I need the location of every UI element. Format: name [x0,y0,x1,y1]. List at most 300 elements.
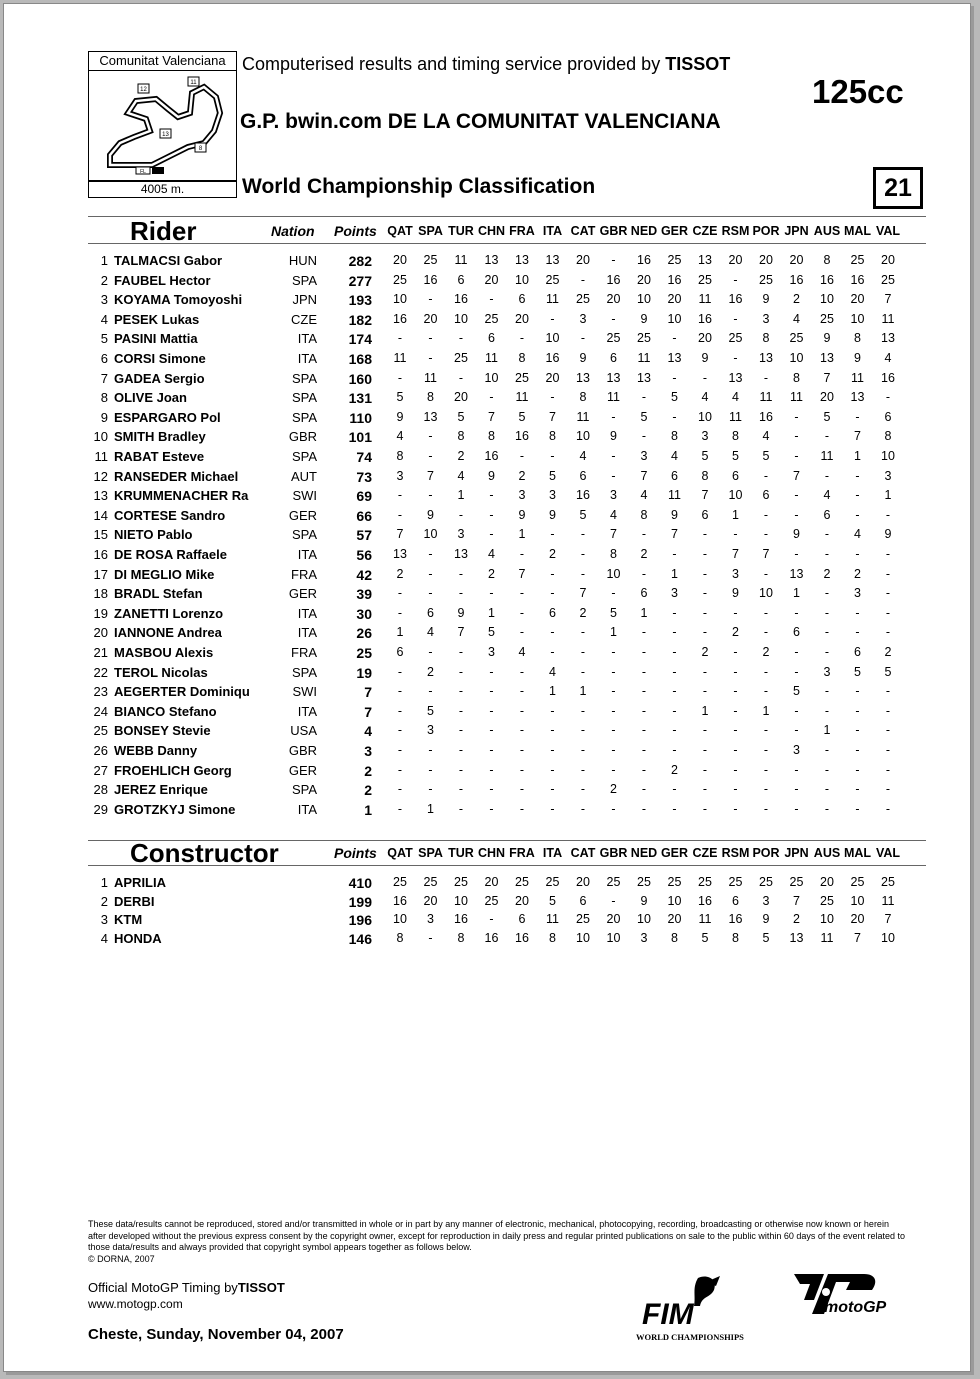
race-result-por: 5 [762,931,770,946]
race-result-qat: - [397,331,403,346]
rider-row [4,782,970,802]
race-result-cze: 4 [701,390,709,405]
race-result-mal: 4 [854,527,861,542]
race-result-chn: - [489,292,494,307]
race-result-ita: 11 [546,912,559,927]
race-result-tur: - [458,566,464,581]
race-result-val: 7 [884,292,892,307]
race-result-rsm: - [733,723,738,738]
race-result-chn: 7 [488,409,495,424]
rider-name: TALMACSI Gabor [114,253,223,268]
race-result-mal: 7 [854,931,861,946]
race-result-cat: 10 [576,429,590,444]
race-header-fra: FRA [509,224,535,238]
race-result-aus: 11 [820,449,834,463]
race-result-rsm: - [733,351,738,365]
race-result-fra: - [519,723,525,738]
race-result-fra: - [519,605,525,620]
race-result-qat: - [397,743,403,757]
rider-name: GROTZKYJ Simone [114,801,236,817]
race-header-chn: CHN [477,846,506,860]
position: 21 [93,645,108,660]
race-result-jpn: 6 [793,625,800,640]
race-result-ger: - [672,645,677,659]
race-result-tur: 8 [457,931,465,946]
race-result-mal: 10 [850,893,865,908]
round-number: 21 [873,167,923,209]
race-result-gbr: 4 [610,507,617,522]
gp-title: G.P. bwin.com DE LA COMUNITAT VALENCIANA [240,110,721,133]
race-result-spa: 20 [423,311,438,326]
nation-header: Nation [271,223,315,239]
total-points: 2 [364,762,372,779]
race-result-qat: 9 [396,409,404,424]
race-result-ned: 2 [640,547,648,561]
race-result-tur: 9 [457,605,465,620]
race-result-val: 4 [884,351,892,365]
rider-row [4,469,970,489]
total-points: 2 [364,782,372,799]
race-result-cat: - [580,664,586,679]
race-result-cze: 25 [698,272,712,287]
race-result-chn: 20 [484,875,499,889]
race-result-cze: 16 [698,311,712,326]
race-result-rsm: 6 [732,468,739,483]
race-result-mal: 5 [854,664,861,679]
rider-row [4,253,970,273]
position: 19 [93,605,108,621]
race-result-chn: - [489,912,494,927]
race-result-gbr: 3 [610,488,617,503]
race-result-ger: 2 [671,762,678,777]
race-result-gbr: - [611,743,616,757]
total-points: 277 [348,272,372,289]
race-result-cat: - [580,645,586,659]
race-result-rsm: - [733,743,738,757]
race-result-val: - [885,586,891,601]
race-result-cat: - [580,743,586,757]
circuit-name: Comunitat Valenciana [89,52,236,71]
fim-tagline: WORLD CHAMPIONSHIPS [636,1332,744,1342]
points-header: Points [334,223,377,239]
race-result-ita: - [550,782,555,797]
race-result-jpn: - [794,605,799,620]
race-result-chn: 16 [484,931,499,946]
race-result-spa: 3 [427,912,434,927]
rider-row [4,802,970,822]
divider [88,865,926,866]
total-points: 168 [348,351,372,367]
race-result-qat: 8 [396,931,404,946]
position: 12 [93,468,108,484]
position: 10 [93,429,108,445]
race-result-spa: - [428,351,433,365]
nation: SWI [292,684,317,700]
race-result-fra: - [519,449,525,463]
race-result-cat: 11 [576,409,590,424]
total-points: 19 [356,664,372,681]
race-result-rsm: - [733,703,738,718]
race-result-aus: 10 [820,292,834,307]
race-result-rsm: 25 [728,875,743,889]
race-result-ger: 8 [671,429,678,444]
position: 3 [100,912,108,928]
position: 16 [93,547,108,562]
race-result-rsm: - [733,684,738,699]
race-result-spa: - [428,566,433,581]
nation: SPA [291,370,317,386]
race-result-aus: 10 [820,912,834,927]
race-result-ita: - [550,527,555,542]
rider-name: BIANCO Stefano [114,703,217,719]
race-result-tur: 25 [454,351,468,365]
race-result-qat: 5 [396,390,404,405]
race-result-chn: 11 [485,351,498,365]
race-result-por: 25 [759,875,773,889]
race-header-ned: NED [630,846,658,860]
race-result-por: - [763,566,769,581]
race-result-ger: 6 [671,468,678,483]
rider-name: BRADL Stefan [114,586,203,602]
race-result-spa: - [428,645,433,659]
rider-row [4,508,970,528]
race-result-qat: 16 [393,893,407,908]
race-result-qat: - [397,801,403,816]
race-result-aus: - [824,762,830,777]
race-result-ita: 25 [545,272,560,287]
race-result-aus: 3 [823,664,831,679]
rider-name: AEGERTER Dominiqu [114,684,250,700]
race-result-spa: 5 [427,703,434,718]
race-result-qat: - [397,370,403,385]
race-result-jpn: 25 [789,875,804,889]
race-header-tur: TUR [448,224,474,238]
race-result-jpn: 7 [793,468,800,483]
nation: SPA [291,527,317,543]
race-result-ned: - [641,664,647,679]
race-result-spa: 8 [427,390,434,405]
race-result-qat: 11 [393,351,407,365]
nation: JPN [292,292,317,308]
race-result-chn: - [489,762,494,777]
rider-name: FAUBEL Hector [114,272,211,288]
official-timing: Official MotoGP Timing byTISSOT [88,1280,285,1295]
race-result-gbr: - [611,664,616,679]
race-result-aus: 8 [823,253,831,267]
race-result-cze: 5 [701,449,709,463]
race-result-spa: - [428,782,433,797]
race-result-cat: 13 [576,370,590,385]
race-result-por: - [763,743,769,757]
race-result-val: 2 [884,645,892,659]
race-result-fra: - [519,801,525,816]
race-result-qat: 25 [393,875,407,889]
race-result-aus: 20 [820,875,834,889]
rider-row [4,351,970,371]
race-result-cat: - [580,331,586,346]
race-result-val: 8 [884,429,892,444]
race-header-gbr: GBR [599,846,628,860]
race-result-mal: 8 [854,331,861,346]
race-result-jpn: - [794,429,799,444]
rider-row [4,273,970,293]
race-result-por: 4 [762,429,770,444]
constructor-name: DERBI [114,893,155,909]
race-result-por: 7 [762,547,770,561]
race-header-qat: QAT [387,224,413,238]
position: 2 [100,272,108,288]
race-result-gbr: 25 [606,331,621,346]
race-result-fra: 7 [518,566,526,581]
race-header-por: POR [752,224,780,238]
race-result-cat: - [580,703,586,718]
rider-name: RANSEDER Michael [114,468,239,484]
race-result-spa: - [428,292,433,307]
race-result-gbr: - [611,311,616,326]
race-result-chn: - [489,586,494,601]
race-result-gbr: 2 [610,782,617,797]
nation: GBR [288,429,317,445]
race-result-gbr: - [611,723,616,738]
race-result-jpn: 13 [789,931,804,946]
constructor-row [4,912,970,932]
race-result-aus: - [824,801,830,816]
race-result-val: 11 [881,893,895,908]
total-points: 42 [356,566,372,583]
race-result-ger: 8 [671,931,678,946]
race-result-ger: 20 [667,292,682,307]
race-header-mal: MAL [843,846,872,860]
race-result-por: 3 [762,893,770,908]
race-result-cat: 25 [576,292,590,307]
race-result-gbr: - [611,645,616,659]
race-header-ned: NED [630,224,658,238]
race-result-mal: 9 [854,351,861,365]
map-label-12: 12 [140,87,147,93]
race-result-gbr: - [611,801,616,816]
race-result-cze: - [702,566,708,581]
race-result-tur: 3 [457,527,465,542]
race-result-por: - [763,605,769,620]
total-points: 25 [356,645,372,661]
race-result-mal: - [855,723,860,738]
race-result-ger: - [672,547,677,561]
total-points: 174 [348,331,372,348]
race-result-rsm: - [733,664,738,679]
rider-name: ESPARGARO Pol [114,409,221,425]
race-result-rsm: 20 [728,253,743,267]
circuit-box [88,51,237,181]
rider-row [4,292,970,312]
race-result-tur: 13 [454,547,468,561]
race-result-ned: - [641,801,647,816]
race-result-jpn: - [794,762,799,777]
total-points: 73 [356,468,372,485]
race-result-rsm: 3 [732,566,739,581]
race-result-rsm: 8 [732,429,739,444]
race-result-aus: 7 [823,370,831,385]
website-link[interactable]: www.motogp.com [88,1297,183,1311]
race-result-cat: - [580,527,586,542]
race-result-por: 25 [759,272,773,287]
nation: GBR [288,743,317,758]
race-result-spa: 25 [423,253,438,267]
race-result-val: 25 [881,272,895,287]
race-result-por: - [763,527,769,542]
race-result-gbr: - [611,468,616,483]
race-header-ger: GER [660,224,689,238]
race-result-mal: 2 [854,566,861,581]
race-result-por: - [763,762,769,777]
race-result-qat: 6 [396,645,404,659]
race-result-qat: 10 [393,912,407,927]
race-result-aus: - [824,703,830,718]
rider-name: IANNONE Andrea [114,625,222,641]
race-result-por: 10 [759,586,773,601]
race-header-val: VAL [875,846,901,860]
rider-row [4,586,970,606]
map-label-fl: FL [140,169,146,175]
race-result-val: 6 [884,409,892,424]
race-result-fra: 4 [518,645,526,659]
total-points: 131 [348,390,372,407]
race-result-cze: 10 [698,409,712,424]
race-result-ned: - [641,782,647,797]
race-result-val: 7 [884,912,892,927]
race-result-gbr: - [611,703,616,718]
race-result-gbr: 16 [606,272,621,287]
race-result-ger: - [672,331,677,346]
race-result-rsm: - [733,272,738,287]
race-result-fra: - [519,743,525,757]
nation: USA [290,723,317,739]
race-result-chn: - [489,723,494,738]
race-result-ger: 25 [667,875,682,889]
race-result-rsm: - [733,527,738,542]
race-result-tur: 16 [454,292,468,307]
race-result-ita: 4 [549,664,556,679]
race-result-ned: - [641,723,647,738]
race-result-cat: 10 [576,931,590,946]
race-result-spa: 2 [427,664,434,679]
position: 9 [100,409,108,425]
race-result-ita: 20 [545,370,560,385]
race-result-aus: 25 [820,311,834,326]
race-result-spa: 16 [423,272,438,287]
race-result-tur: - [458,801,464,816]
race-result-aus: - [824,429,830,444]
race-result-ita: 5 [549,893,556,908]
race-result-por: - [763,370,769,385]
race-result-chn: 25 [484,893,499,908]
race-result-gbr: 6 [610,351,617,365]
race-result-cze: - [702,664,708,679]
race-result-cze: 16 [698,893,712,908]
race-result-fra: 3 [518,488,526,503]
race-result-fra: 13 [515,253,529,267]
race-result-chn: - [489,684,494,699]
race-result-cze: 7 [701,488,709,503]
race-result-val: - [885,703,891,718]
race-result-jpn: 13 [789,566,804,581]
race-result-ger: 10 [667,893,682,908]
race-result-val: 10 [881,449,895,463]
race-result-mal: 3 [854,586,861,601]
race-result-por: - [763,801,769,816]
race-result-spa: 25 [423,875,438,889]
race-result-rsm: 6 [732,893,739,908]
race-result-spa: - [428,547,433,561]
race-result-cat: - [580,801,586,816]
race-result-chn: - [489,782,494,797]
race-result-qat: - [397,782,403,797]
race-result-val: 16 [881,370,895,385]
rider-row [4,704,970,724]
total-points: 4 [364,723,372,740]
race-result-ned: 3 [640,931,648,946]
race-result-jpn: - [794,409,799,424]
race-result-qat: 4 [396,429,404,444]
race-result-ita: - [550,586,555,601]
race-result-ger: 3 [671,586,678,601]
nation: ITA [297,547,317,562]
race-result-ger: - [672,409,677,424]
race-result-chn: - [489,390,494,405]
race-result-ned: - [641,527,647,542]
race-result-qat: - [397,723,403,738]
race-result-ned: - [641,703,647,718]
nation: CZE [291,311,317,327]
race-result-val: 3 [884,468,892,483]
race-result-gbr: 1 [610,625,617,640]
race-result-gbr: 8 [610,547,617,561]
race-result-chn: - [489,527,494,542]
race-result-ita: 13 [545,253,560,267]
total-points: 1 [364,801,372,818]
total-points: 74 [356,449,372,465]
race-result-spa: - [428,429,433,444]
rider-name: BONSEY Stevie [114,723,211,739]
race-result-qat: - [397,488,403,503]
race-result-spa: 10 [423,527,438,542]
race-result-qat: 2 [396,566,404,581]
race-result-ita: - [550,311,555,326]
race-result-ger: 25 [667,253,682,267]
race-result-spa: 7 [427,468,434,483]
race-result-jpn: 10 [789,351,804,365]
position: 28 [93,782,108,798]
race-result-aus: 11 [820,931,834,946]
race-result-fra: 25 [515,875,529,889]
rider-name: SMITH Bradley [114,429,206,445]
race-result-ned: 1 [640,605,648,620]
race-result-aus: - [824,527,830,542]
race-result-cze: 6 [701,507,709,522]
race-result-fra: 10 [515,272,529,287]
race-result-ger: 16 [667,272,682,287]
race-result-jpn: 4 [793,311,800,326]
race-result-aus: - [824,605,830,620]
position: 23 [93,684,108,700]
position: 26 [93,743,108,758]
rider-row [4,645,970,665]
race-result-jpn: - [794,645,799,659]
nation: ITA [297,801,317,817]
rider-row [4,567,970,587]
race-result-qat: 7 [396,527,404,542]
race-result-ger: - [672,703,677,718]
rider-name: PESEK Lukas [114,311,200,327]
